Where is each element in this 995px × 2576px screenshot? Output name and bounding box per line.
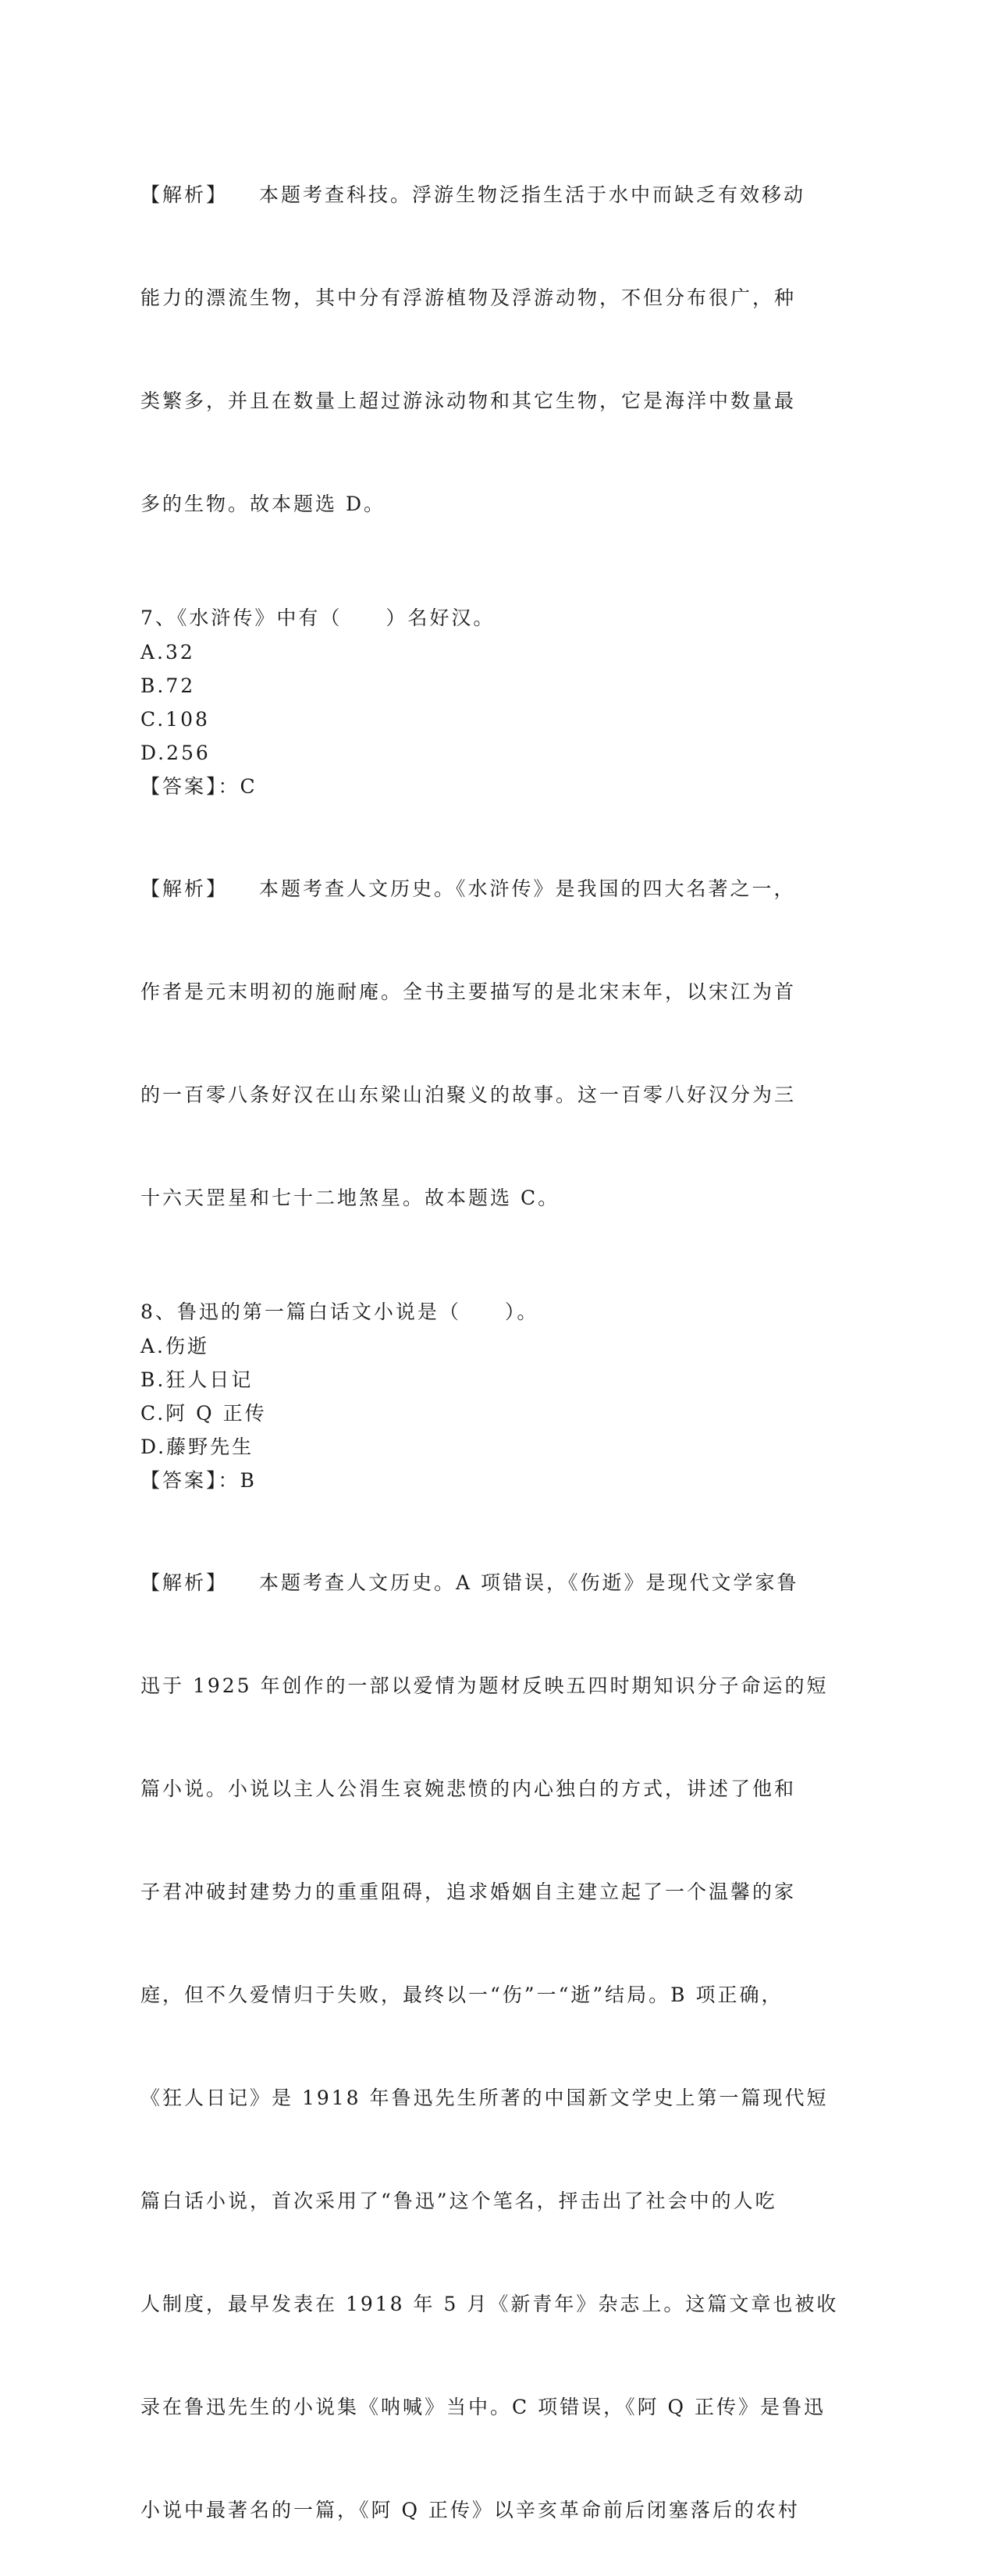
analysis-block bbox=[140, 1497, 843, 2576]
analysis-line bbox=[140, 1566, 843, 1600]
analysis-line: 类繁多，并且在数量上超过游泳动物和其它生物，它是海洋中数量最 bbox=[140, 390, 797, 412]
analysis-line: 子君冲破封建势力的重重阻碍，追求婚姻自主建立起了一个温馨的家 bbox=[140, 1880, 797, 1903]
answer-line: 【答案】：B bbox=[140, 1469, 257, 1492]
analysis-label: 【解析】 bbox=[140, 183, 229, 206]
option-a: A.32 bbox=[140, 641, 195, 664]
option-d: D.藤野先生 bbox=[140, 1436, 254, 1458]
option-d: D.256 bbox=[140, 742, 211, 764]
option-c: C.108 bbox=[140, 708, 210, 731]
question-stem: 8、鲁迅的第一篇白话文小说是（ ）。 bbox=[140, 1300, 539, 1323]
analysis-line: 篇白话小说，首次采用了“鲁迅”这个笔名，抨击出了社会中的人吃 bbox=[140, 2190, 777, 2212]
analysis-line: 《狂人日记》是 1918 年鲁迅先生所著的中国新文学史上第一篇现代短 bbox=[140, 2087, 829, 2109]
analysis-block bbox=[140, 803, 843, 1284]
analysis-line bbox=[140, 872, 843, 906]
option-b: B.狂人日记 bbox=[140, 1368, 254, 1391]
analysis-line: 作者是元末明初的施耐庵。全书主要描写的是北宋末年，以宋江为首 bbox=[140, 980, 797, 1003]
document-page bbox=[140, 109, 843, 2576]
analysis-label: 【解析】 bbox=[140, 877, 229, 900]
analysis-line bbox=[140, 178, 843, 212]
analysis-line: 庭，但不久爱情归于失败，最终以一“伤”一“逝”结局。B 项正确， bbox=[140, 1984, 784, 2006]
question-8 bbox=[140, 1295, 843, 2576]
option-b: B.72 bbox=[140, 674, 196, 697]
analysis-line: 能力的漂流生物，其中分有浮游植物及浮游动物，不但分布很广，种 bbox=[140, 286, 797, 309]
question-7 bbox=[140, 601, 843, 1284]
analysis-block-6 bbox=[140, 109, 843, 590]
analysis-line: 篇小说。小说以主人公涓生哀婉悲愤的内心独白的方式，讲述了他和 bbox=[140, 1777, 797, 1800]
analysis-text: 本题考查科技。浮游生物泛指生活于水中而缺乏有效移动 bbox=[259, 183, 806, 206]
analysis-text: 本题考查人文历史。《水浒传》是我国的四大名著之一， bbox=[259, 877, 796, 900]
analysis-line: 迅于 1925 年创作的一部以爱情为题材反映五四时期知识分子命运的短 bbox=[140, 1674, 829, 1697]
analysis-line: 多的生物。故本题选 D。 bbox=[140, 493, 386, 515]
analysis-line: 人制度，最早发表在 1918 年 5 月《新青年》杂志上。这篇文章也被收 bbox=[140, 2293, 839, 2315]
analysis-line: 十六天罡星和七十二地煞星。故本题选 C。 bbox=[140, 1187, 560, 1209]
analysis-label: 【解析】 bbox=[140, 1571, 229, 1594]
answer-line: 【答案】：C bbox=[140, 775, 258, 798]
analysis-line: 小说中最著名的一篇，《阿 Q 正传》以辛亥革命前后闭塞落后的农村 bbox=[140, 2499, 800, 2521]
question-stem: 7、《水浒传》中有（ ）名好汉。 bbox=[140, 607, 496, 629]
option-c: C.阿 Q 正传 bbox=[140, 1402, 267, 1425]
analysis-text: 本题考查人文历史。A 项错误，《伤逝》是现代文学家鲁 bbox=[259, 1571, 799, 1594]
analysis-line: 录在鲁迅先生的小说集《呐喊》当中。C 项错误，《阿 Q 正传》是鲁迅 bbox=[140, 2396, 826, 2418]
analysis-line: 的一百零八条好汉在山东梁山泊聚义的故事。这一百零八好汉分为三 bbox=[140, 1083, 797, 1106]
option-a: A.伤逝 bbox=[140, 1335, 210, 1357]
